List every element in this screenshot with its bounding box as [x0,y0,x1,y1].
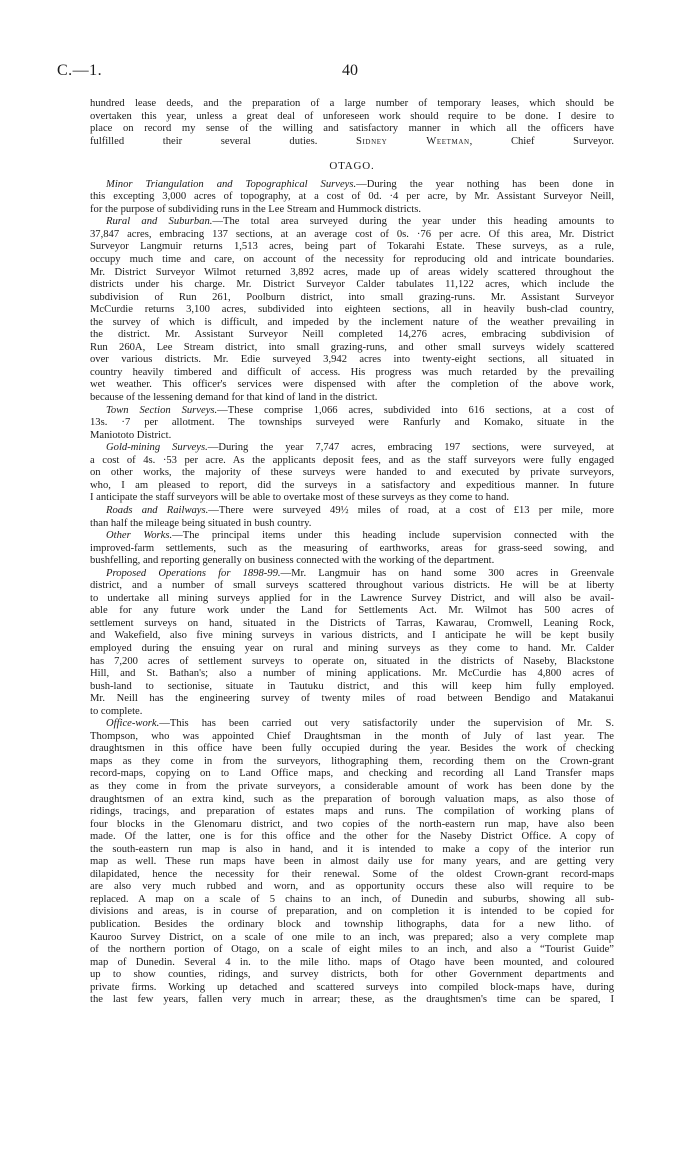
line-text: —This has been carried out very satisfactorily under the supervision of Mr. S. [159,718,614,730]
text-line: hundred lease deeds, and the preparation of a large number of temporary leases, which should be [90,98,614,109]
text-line [90,944,614,957]
parliamentary-paper-code: C.—1. [57,62,103,79]
line-text: wet weather. This officer's services were dispensed with after the completion of the above work, [90,379,614,391]
text-line [90,455,614,468]
line-text: —The principal items under this heading include supervision connected with the [172,530,615,542]
line-text: bush-land to sectionise, situate in Tautuku district, and this will keep him fully employed. [90,680,614,692]
text-line [90,430,614,443]
line-text: Kauroo Survey District, on a scale of one mile to an inch, was prepared; also a very complete map [90,931,614,943]
text-line [90,317,614,330]
paragraph-heading: Town Section Surveys. [106,404,218,416]
line-text: of the northern portion of Otago, on a scale of eight miles to an inch, and also a “Tourist Guide” [90,944,614,956]
line-text: —During the year nothing has been done in [356,178,614,190]
section-paragraphs [90,179,614,1007]
line-text: map of Dunedin. Several 4 in. to the mile litho. maps of Otago have been mounted, and coloured [90,956,614,968]
line-text: subdivision of Run 261, Poolburn district, into small grazing-runs. Mr. Assistant Surveyor [90,291,614,303]
line-text: employed during the ensuing year on rural and mining surveys as they come to hand. Mr. Calder [90,642,614,654]
line-text: who, I am pleased to report, did the surveys in a satisfactory and expeditious manner. In future [90,479,614,491]
text-line [90,656,614,669]
line-text: ridings, tracings, and preparation of estates maps and runs. The compilation of working plans of [90,806,614,818]
text-line [90,417,614,430]
text-line [90,555,614,568]
signature [356,136,614,147]
text-line [90,706,614,719]
line-text: a cost of 4s. ·53 per acre. As the applicants deposit fees, and as the staff surveyors were fully engaged [90,454,614,466]
line-text: —Mr. Langmuir has on hand some 300 acres in Greenvale [280,567,615,579]
text-line [90,794,614,807]
text-line [90,618,614,631]
line-text: to undertake all mining surveys applied for in the Lawrence Survey District, and will also be avail- [90,592,614,604]
text-line [90,580,614,593]
text-line [90,869,614,882]
text-line: place on record my sense of the willing and satisfactory manner in which all the officers have [90,123,614,135]
line-text: map as well. These run maps have been in almost daily use for many years, and are getting very [90,856,614,868]
line-text: settlement surveys on hand, situated in the Districts of Tarras, Kawarau, Cromwell, Leaning Rock, [90,617,614,629]
text-line [90,768,614,781]
line-text: country heavily timbered and difficult of access. His progress was much retarded by the prevailing [90,366,614,378]
text-line [90,367,614,380]
line-text: publication. Besides the ordinary block and township lithographs, data for a new litho. of [90,919,614,930]
line-text: —The total area surveyed during the year under this heading amounts to [212,216,614,228]
text-line [90,932,614,945]
document-body [90,98,614,1007]
text-line [90,994,614,1007]
line-text: Maniototo District. [90,429,172,441]
line-text: districts under his charge. Mr. District Surveyor Calder tabulates 11,122 acres, which include the [90,279,614,291]
line-text: this excepting 3,000 acres of topography, at a cost of 0d. ·4 per acre, by Mr. Assistant Surveyor Neill, [90,191,614,203]
line-text: record-maps, copying on to Land Office maps, and checking and recording all Land Transfer maps [90,768,614,780]
line-text: dilapidated, hence the necessity for their renewal. Some of the oldest Crown-grant record-maps [90,868,614,880]
line-text: bushfelling, and reporting generally on business connected with the working of the department. [90,555,495,567]
text-line [90,756,614,769]
text-line [90,191,614,204]
text-line [90,982,614,995]
paragraph-start-line [90,442,614,455]
paragraph-heading: Minor Triangulation and Topographical Surveys. [106,178,357,190]
line-text: improved-farm settlements, such as the measuring of earthworks, areas for grass-seed sowing, and [90,542,614,554]
text-line: fulfilled their several duties. [90,135,318,147]
line-text: the district. Mr. Assistant Surveyor Neill completed 14,276 acres, embracing subdivision of [90,329,614,341]
paragraph-start-line [90,505,614,518]
text-line [90,919,614,932]
line-text: district, and a number of small surveys scattered throughout various districts. He will be at liberty [90,580,614,592]
line-text: up to show counties, ridings, and survey districts, both for other Government departments and [90,969,614,981]
paragraph-heading: Office-work. [106,718,160,730]
paragraph-heading: Proposed Operations for 1898-99. [106,567,281,579]
text-line [90,906,614,919]
text-line [90,668,614,681]
text-line [90,856,614,869]
text-line [90,518,614,531]
text-line [90,229,614,242]
line-text: replaced. A map on a scale of 5 chains to an inch, of Dunedin and suburbs, showing all sub- [90,893,614,905]
text-line [90,204,614,217]
paragraph-start-line [90,179,614,192]
text-line [90,693,614,706]
text-line [90,881,614,894]
line-text: Hill, and St. Bathan's; also a number of mining applications. Mr. McCurdie has 4,800 acres of [90,668,614,680]
text-line [90,743,614,756]
line-text: to complete. [90,705,143,717]
text-line [90,543,614,556]
text-line [90,844,614,857]
line-text: I anticipate the staff surveyors will be able to overtake most of these surveys as they come to hand. [90,492,510,504]
line-text: four blocks in the Glenomaru district, and two copies of the north-eastern run map, have also been [90,818,614,830]
line-text: the last few years, fallen very much in arrear; these, as the draughtsmen's time can be spared, I [90,994,614,1006]
text-line [90,292,614,305]
line-text: able for any future work under the Land for Settlements Act. Mr. Wilmot has 500 acres of [90,605,614,617]
line-text: draughtsmen of an extra kind, such as the preparation of borough valuation maps, as also those of [90,793,614,805]
line-text: as they come in from the private surveyors, a considerable amount of work has been done by the [90,780,614,792]
paragraph-heading: Other Works. [106,530,173,542]
paragraph-start-line [90,216,614,229]
text-line [90,781,614,794]
paragraph-heading: Rural and Suburban. [106,216,213,228]
text-line [90,593,614,606]
line-text: Surveyor Langmuir returns 1,513 acres, being part of Tokarahi Estate. These surveys, as a rule, [90,241,614,253]
text-line [90,894,614,907]
line-text: has 7,200 acres of settlement surveys to operate on, situated in the districts of Naseby, Blackstone [90,655,614,667]
line-text: and Wakefield, also five mining surveys in various districts, and I anticipate he will be kept busily [90,630,614,642]
text-line [90,605,614,618]
text-line [90,267,614,280]
line-text: the survey of which is difficult, and impeded by the inclement nature of the weather prevailing in [90,316,614,328]
line-text: —During the year 7,747 acres, embracing 197 sections, were surveyed, at [207,442,614,454]
section-title: OTAGO. [329,160,375,173]
text-line [90,241,614,254]
text-line [90,329,614,342]
text-line [90,254,614,267]
line-text: McCurdie returns 3,100 acres, subdivided into eighteen sections, all in heavily bush-clad country, [90,304,614,316]
line-text: Run 260A, Lee Stream district, into small grazing-runs, and other small surveys widely scattered [90,341,614,353]
line-text: Mr. Neill has the engineering survey of twenty miles of road between Bendigo and Matakanui [90,693,614,705]
text-line [90,969,614,982]
paragraph-start-line [90,530,614,543]
line-text: —There were surveyed 49½ miles of road, at a cost of £13 per mile, more [208,504,614,516]
paragraph-start-line [90,718,614,731]
text-line [90,731,614,744]
signature-name: Sidney Weetman [356,135,470,147]
line-text: over various districts. Mr. Edie surveyed 3,942 acres into twenty-eight sections, all situated in [90,354,614,366]
line-text: —These comprise 1,066 acres, subdivided into 616 sections, at a cost of [217,404,614,416]
line-text: private firms. Working up detached and scattered surveys into compiled block-maps have, during [90,981,614,993]
signature-title: , Chief Surveyor. [469,135,615,147]
paragraph-start-line [90,568,614,581]
line-text: the south-eastern run map is also in hand, and it is intended to make a copy of the interior run [90,843,614,855]
text-line [90,643,614,656]
line-text: divisions and areas, is in course of preparation, and on completion it is intended to be copied for [90,906,614,918]
text-line [90,467,614,480]
line-text: 37,847 acres, embracing 137 sections, at an average cost of 0s. ·76 per acre. Of this area, Mr. District [90,228,614,240]
text-line [90,806,614,819]
paragraph-heading: Roads and Railways. [106,504,209,516]
text-line [90,304,614,317]
paragraph-start-line [90,405,614,418]
line-text: Thompson, who was appointed Chief Draughtsman in the month of July of last year. The [90,730,614,742]
text-line [90,342,614,355]
text-line [90,354,614,367]
line-text: maps as they come in from the surveyors, lithographing them, recording them on the Crown-grant [90,755,614,767]
line-text: than half the mileage being situated in bush country. [90,517,312,529]
text-line [90,379,614,392]
line-text: occupy much time and care, on account of the necessity for reproducing old and intricate boundaries. [90,254,614,266]
text-line [90,492,614,505]
text-line [90,681,614,694]
line-text: made. Of the latter, one is for this office and the other for the Naseby District Office. A copy of [90,831,614,843]
text-line [90,630,614,643]
text-line [90,831,614,844]
line-text: for the purpose of subdividing runs in the Lee Stream and Hummock districts. [90,203,421,215]
text-line [90,480,614,493]
signature-line [90,136,614,149]
line-text: are also very much rubbed and worn, and as opportunity occurs these also will require to be [90,881,614,893]
line-text: Mr. District Surveyor Wilmot returned 3,892 acres, made up of areas widely scattered throughout the [90,266,614,278]
line-text: 13s. ·7 per allotment. The townships surveyed were Ranfurly and Komako, situate in the [90,417,614,429]
page-number: 40 [342,62,358,79]
line-text: on other works, the majority of these surveys were handed to and executed by private surveyors, [90,467,614,479]
line-text: because of the lessening demand for that kind of land in the district. [90,392,378,404]
paragraph-heading: Gold-mining Surveys. [106,442,208,454]
text-line [90,957,614,970]
text-line [90,392,614,405]
text-line [90,279,614,292]
text-line: overtaken this year, unless a great deal of unforeseen work should require to be done. I desire to [90,110,614,122]
text-line [90,819,614,832]
line-text: draughtsmen in this office have been fully occupied during the year. Besides the work of checking [90,743,614,755]
